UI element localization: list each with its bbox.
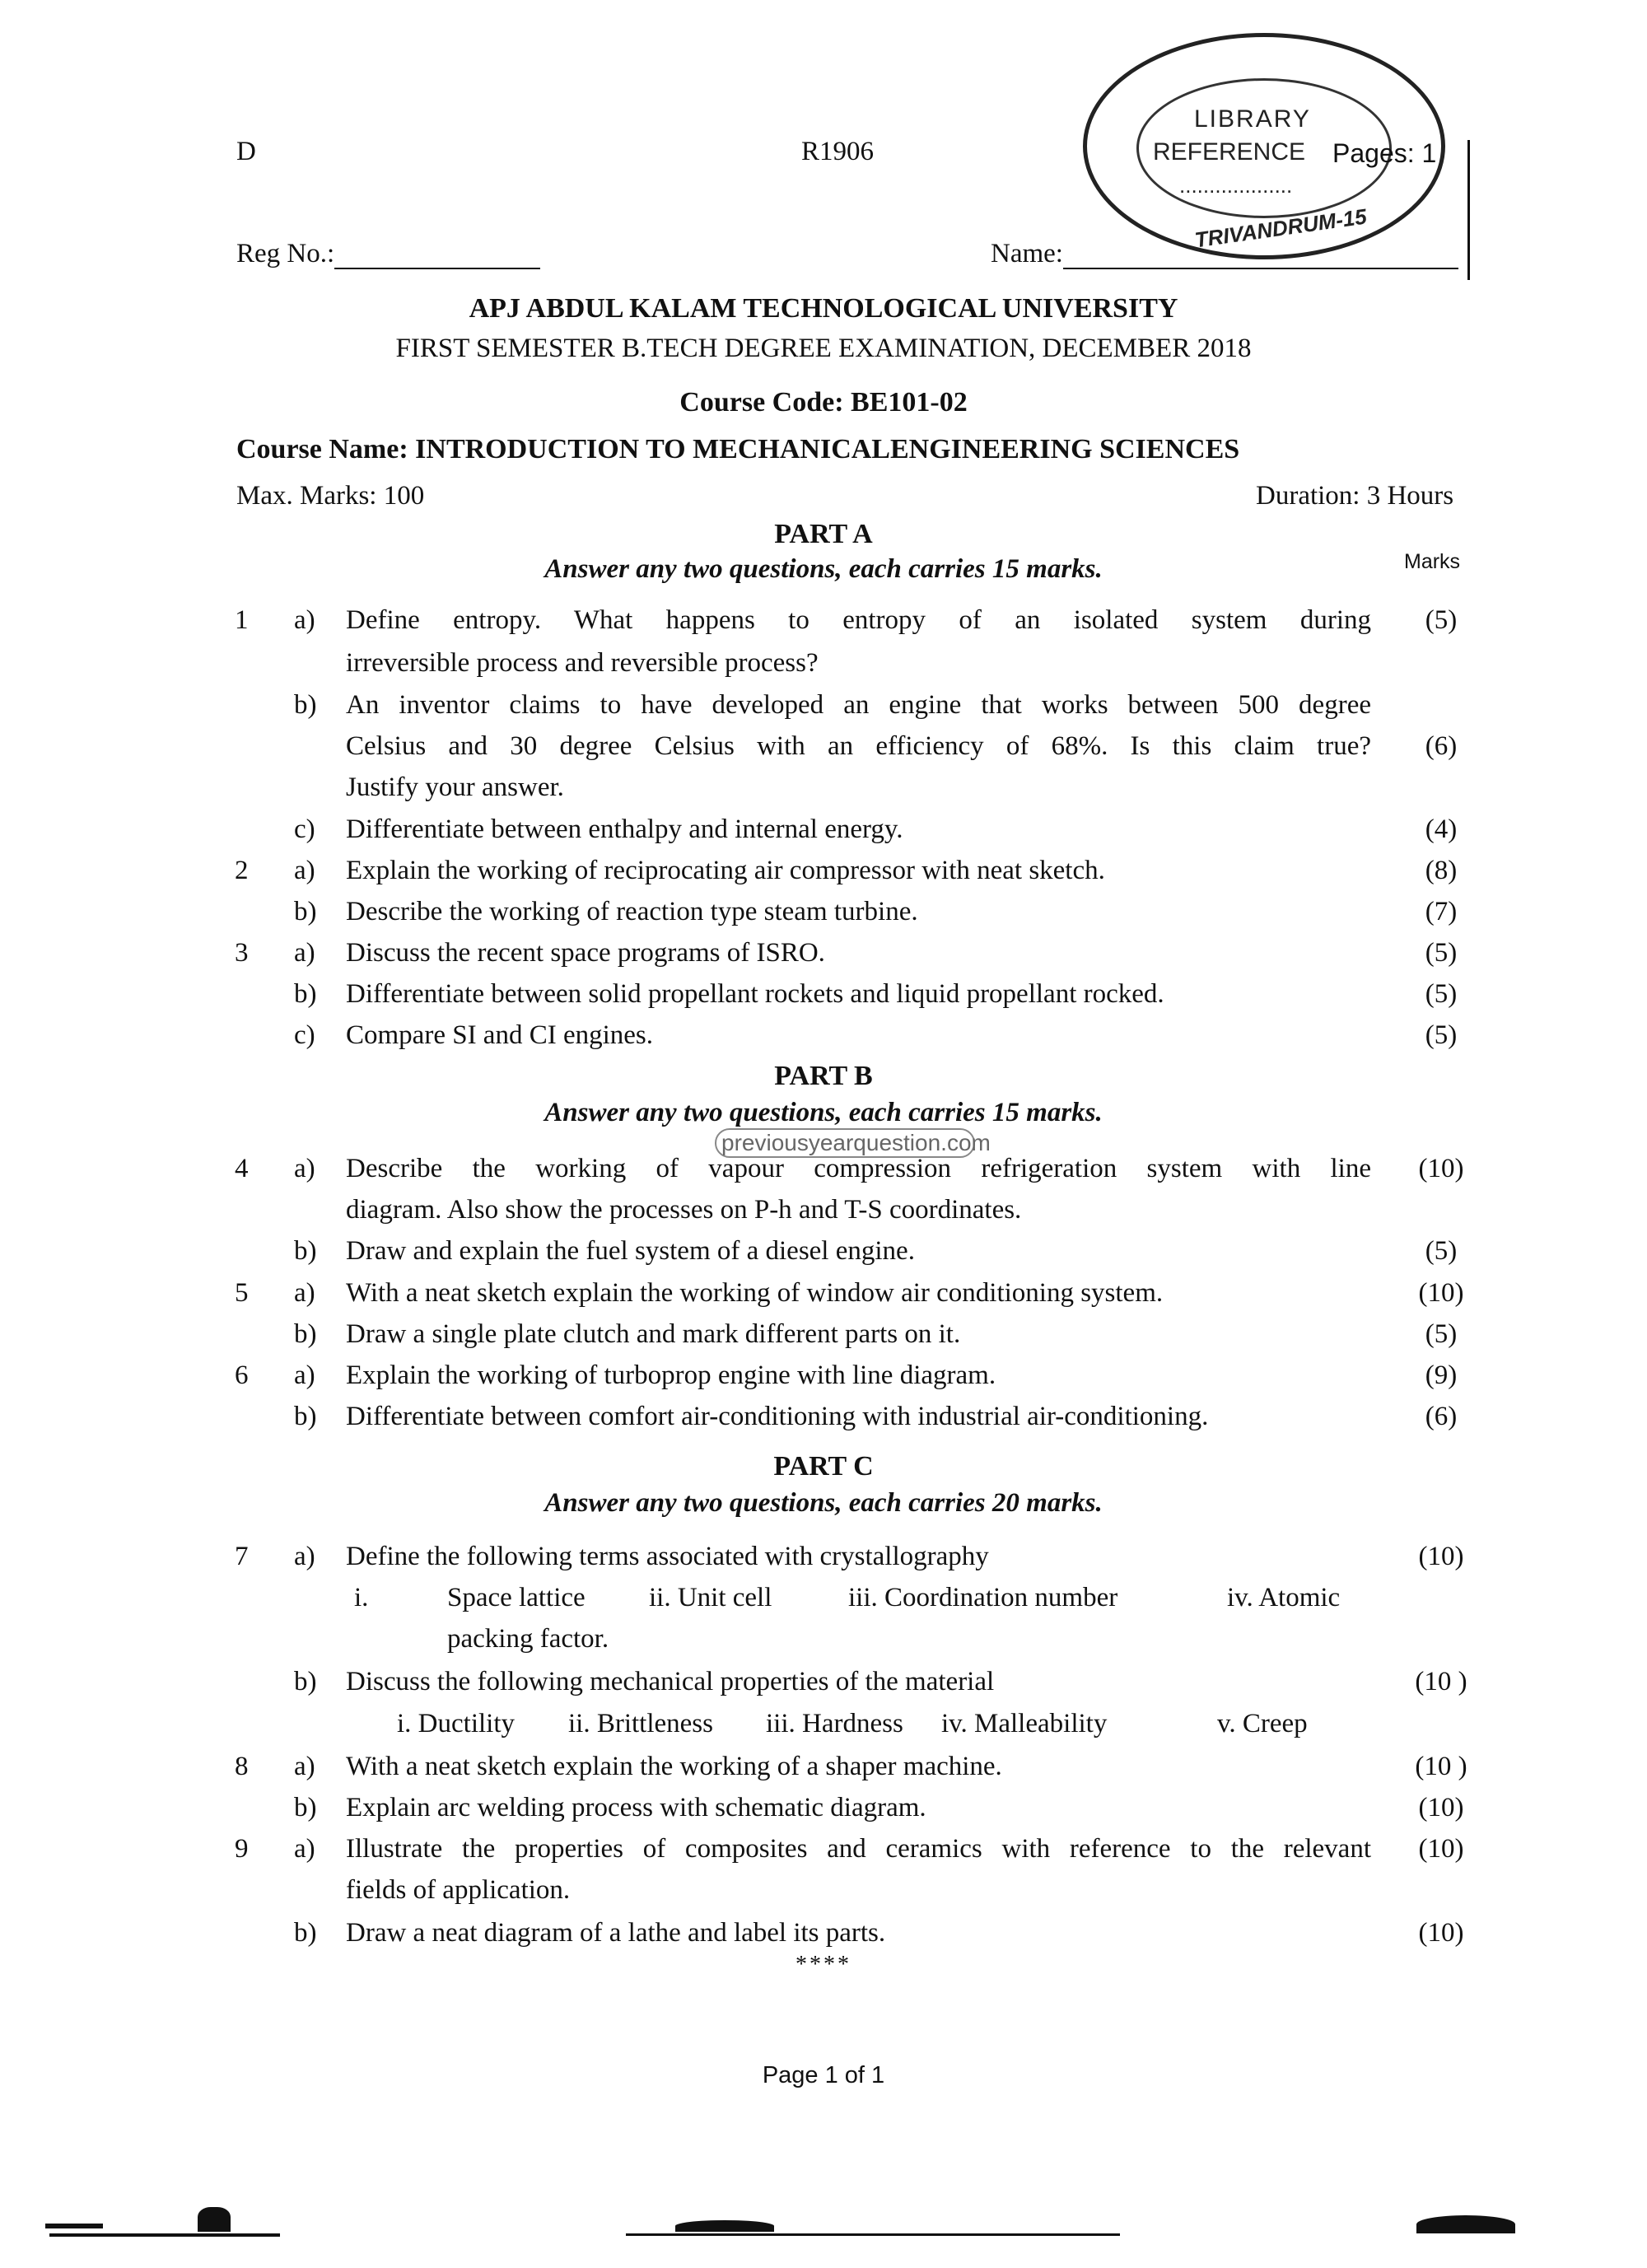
question-part-label: b): [294, 1793, 317, 1822]
question-text: fields of application.: [346, 1875, 571, 1905]
question-part-label: b): [294, 897, 317, 926]
scan-mark-vertical: [1467, 140, 1470, 280]
question-marks: (10): [1418, 1278, 1464, 1308]
question-part-label: a): [294, 938, 315, 968]
sub-item: ii. Unit cell: [649, 1583, 772, 1612]
question-part-label: b): [294, 1918, 317, 1948]
question-marks: (6): [1425, 1402, 1458, 1431]
question-marks: (6): [1425, 731, 1458, 761]
stamp-line-library: LIBRARY: [1194, 105, 1311, 133]
question-marks: (5): [1425, 1319, 1458, 1349]
question-number: 2: [235, 856, 249, 885]
question-part-label: a): [294, 1752, 315, 1781]
course-code: Course Code: BE101-02: [679, 387, 968, 418]
scan-artifact: [198, 2207, 231, 2232]
question-part-label: a): [294, 1278, 315, 1308]
question-text: Illustrate the properties of composites and ceramics with reference to the relevant: [346, 1834, 1371, 1864]
sub-item: iii. Hardness: [766, 1709, 903, 1738]
name-row: [991, 239, 1458, 269]
duration: Duration: 3 Hours: [1256, 481, 1454, 511]
pages-count: Pages: 1: [1332, 138, 1437, 168]
question-number: 3: [235, 938, 249, 968]
watermark-label: previousyearquestion.com: [715, 1128, 975, 1158]
page-footer: Page 1 of 1: [762, 2062, 885, 2088]
marks-column-header: Marks: [1404, 550, 1461, 573]
question-text: An inventor claims to have developed an engine that works between 500 degree: [346, 690, 1371, 720]
question-text: Define entropy. What happens to entropy of an isolated system during: [346, 605, 1371, 635]
exam-title: FIRST SEMESTER B.TECH DEGREE EXAMINATION, DECEMBER 2018: [395, 334, 1252, 363]
stamp-bottom-text: TRIVANDRUM-15: [1192, 203, 1369, 253]
question-text: Explain the working of turboprop engine with line diagram.: [346, 1360, 996, 1390]
question-part-label: a): [294, 1154, 315, 1183]
question-text: Draw a single plate clutch and mark different parts on it.: [346, 1319, 961, 1349]
question-marks: (10): [1418, 1918, 1464, 1948]
question-part-label: b): [294, 1236, 317, 1266]
sub-item: iii. Coordination number: [848, 1583, 1118, 1612]
stamp-line-reference: REFERENCE: [1153, 138, 1306, 166]
sub-item: v. Creep: [1217, 1709, 1308, 1738]
question-text: Compare SI and CI engines.: [346, 1020, 654, 1050]
question-marks: (5): [1425, 938, 1458, 968]
series-label: D: [236, 137, 256, 166]
university-name: APJ ABDUL KALAM TECHNOLOGICAL UNIVERSITY: [469, 293, 1178, 324]
question-marks: (10 ): [1415, 1752, 1467, 1781]
scan-artifact: [675, 2220, 774, 2232]
sub-item: iv. Malleability: [941, 1709, 1108, 1738]
reg-no-label: Reg No.:: [236, 239, 335, 268]
question-part-label: c): [294, 814, 315, 844]
question-number: 4: [235, 1154, 249, 1183]
question-marks: (5): [1425, 605, 1458, 635]
question-marks: (5): [1425, 979, 1458, 1009]
question-marks: (10): [1418, 1793, 1464, 1822]
question-text: Celsius and 30 degree Celsius with an efficiency of 68%. Is this claim true?: [346, 731, 1371, 761]
question-text: Draw and explain the fuel system of a diesel engine.: [346, 1236, 915, 1266]
question-marks: (4): [1425, 814, 1458, 844]
part-a-instruction: Answer any two questions, each carries 15 marks.: [544, 554, 1103, 584]
question-marks: (10): [1418, 1542, 1464, 1571]
question-marks: (7): [1425, 897, 1458, 926]
question-number: 5: [235, 1278, 249, 1308]
question-text: Differentiate between enthalpy and internal energy.: [346, 814, 903, 844]
sub-item: Space lattice: [447, 1583, 586, 1612]
question-text: Draw a neat diagram of a lathe and label its parts.: [346, 1918, 886, 1948]
question-marks: (10): [1418, 1834, 1464, 1864]
question-marks: (5): [1425, 1020, 1458, 1050]
paper-code: R1906: [801, 137, 875, 166]
sub-item: ii. Brittleness: [568, 1709, 713, 1738]
reg-no-field[interactable]: [334, 243, 540, 269]
question-part-label: b): [294, 690, 317, 720]
question-part-label: a): [294, 605, 315, 635]
question-marks: (10): [1418, 1154, 1464, 1183]
end-of-paper-mark: ****: [796, 1952, 851, 1977]
question-part-label: a): [294, 856, 315, 885]
question-text: Describe the working of reaction type steam turbine.: [346, 897, 918, 926]
question-part-label: a): [294, 1834, 315, 1864]
question-marks: (5): [1425, 1236, 1458, 1266]
question-number: 6: [235, 1360, 249, 1390]
sub-item: iv. Atomic: [1227, 1583, 1341, 1612]
scan-artifact: [45, 2224, 103, 2228]
part-b-instruction: Answer any two questions, each carries 15 marks.: [544, 1098, 1103, 1127]
part-b-title: PART B: [774, 1061, 873, 1091]
reg-no-row: [236, 239, 540, 269]
question-marks: (8): [1425, 856, 1458, 885]
scan-artifact: [626, 2233, 1120, 2236]
stamp-dots: ...................: [1179, 173, 1293, 198]
question-text: Differentiate between comfort air-conditioning with industrial air-conditioning.: [346, 1402, 1209, 1431]
scan-artifact: [1416, 2215, 1515, 2233]
course-name: Course Name: INTRODUCTION TO MECHANICALENGINEERING SCIENCES: [236, 434, 1240, 464]
question-number: 8: [235, 1752, 249, 1781]
scan-artifact: [49, 2233, 280, 2237]
max-marks: Max. Marks: 100: [236, 481, 425, 511]
question-text: Differentiate between solid propellant rockets and liquid propellant rocked.: [346, 979, 1164, 1009]
question-part-label: a): [294, 1360, 315, 1390]
question-number: 1: [235, 605, 249, 635]
question-number: 7: [235, 1542, 249, 1571]
question-part-label: a): [294, 1542, 315, 1571]
question-text: diagram. Also show the processes on P-h and T-S coordinates.: [346, 1195, 1022, 1225]
question-part-label: b): [294, 979, 317, 1009]
question-text: Discuss the following mechanical properties of the material: [346, 1667, 995, 1696]
sub-item-marker: i.: [354, 1583, 369, 1612]
question-text: With a neat sketch explain the working of a shaper machine.: [346, 1752, 1002, 1781]
question-part-label: b): [294, 1402, 317, 1431]
question-text: Explain the working of reciprocating air compressor with neat sketch.: [346, 856, 1105, 885]
part-c-instruction: Answer any two questions, each carries 20 marks.: [544, 1488, 1103, 1518]
part-c-title: PART C: [773, 1451, 874, 1482]
question-part-label: c): [294, 1020, 315, 1050]
question-number: 9: [235, 1834, 249, 1864]
question-part-label: b): [294, 1319, 317, 1349]
question-text: Discuss the recent space programs of ISRO.: [346, 938, 825, 968]
question-text: Describe the working of vapour compression refrigeration system with line: [346, 1154, 1371, 1183]
question-marks: (10 ): [1415, 1667, 1467, 1696]
name-label: Name:: [991, 239, 1063, 268]
question-text: Explain arc welding process with schematic diagram.: [346, 1793, 926, 1822]
sub-item: packing factor.: [447, 1624, 609, 1654]
sub-item: i. Ductility: [397, 1709, 515, 1738]
part-a-title: PART A: [774, 519, 873, 549]
question-text: irreversible process and reversible process?: [346, 648, 819, 678]
question-marks: (9): [1425, 1360, 1458, 1390]
question-text: Justify your answer.: [346, 772, 564, 802]
question-text: Define the following terms associated with crystallography: [346, 1542, 989, 1571]
name-field[interactable]: [1063, 243, 1458, 269]
question-part-label: b): [294, 1667, 317, 1696]
question-text: With a neat sketch explain the working of window air conditioning system.: [346, 1278, 1164, 1308]
